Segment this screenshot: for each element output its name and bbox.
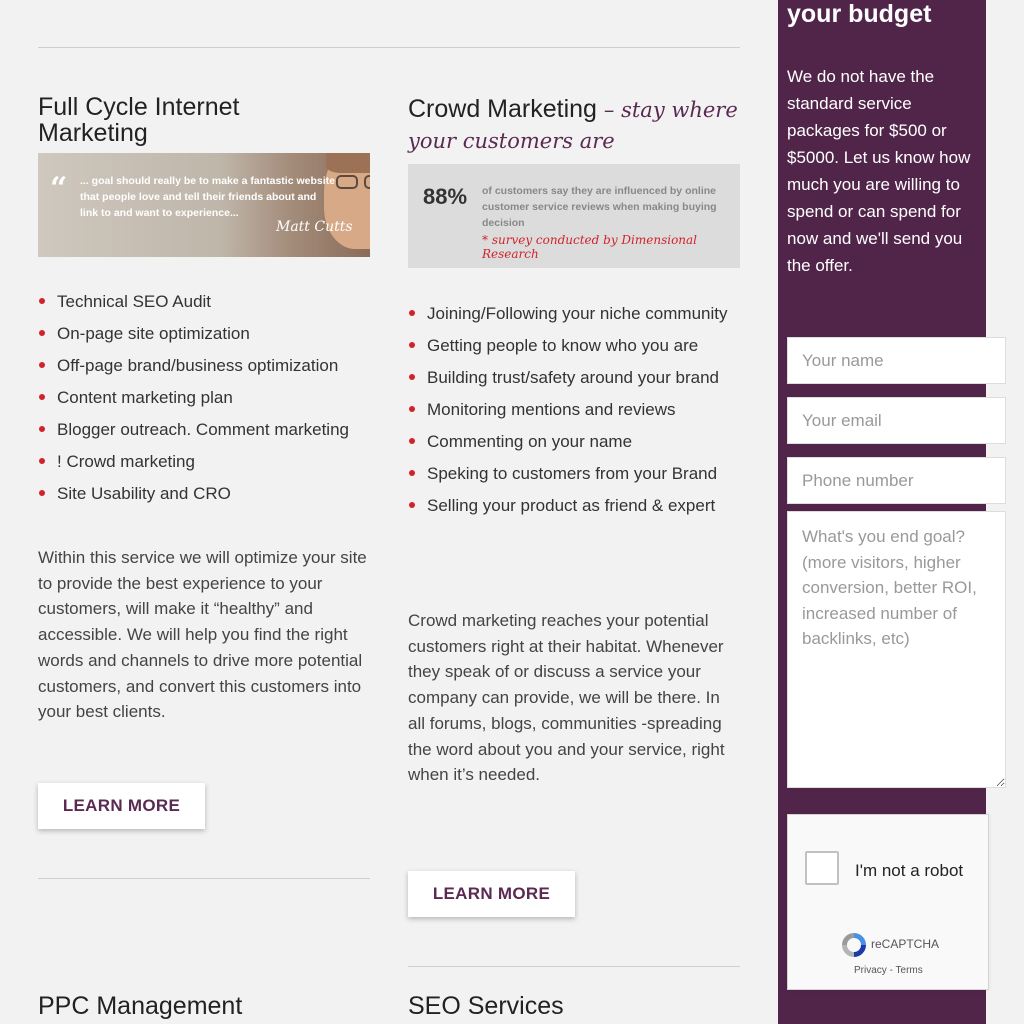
list-item: Content marketing plan: [38, 385, 373, 411]
quote-icon: “: [50, 171, 68, 206]
phone-input[interactable]: [787, 457, 1006, 504]
full-cycle-learn-more-button[interactable]: LEARN MORE: [38, 783, 205, 829]
quote-signature: Matt Cutts: [276, 219, 353, 235]
top-divider: [38, 47, 740, 48]
stat-text: of customers say they are influenced by online customer service reviews when making buying decision: [482, 185, 717, 229]
list-item: Commenting on your name: [408, 429, 748, 455]
recaptcha-checkbox[interactable]: [805, 851, 839, 885]
full-cycle-list: [38, 289, 373, 513]
sidebar-title: your budget: [787, 0, 932, 28]
crowd-tagline: – stay where your customers are: [408, 98, 738, 153]
recaptcha-brand: reCAPTCHA: [871, 937, 940, 951]
stat-note: * survey conducted by Dimensional Research: [482, 233, 698, 261]
list-item: Technical SEO Audit: [38, 289, 373, 315]
links-separator: -: [886, 965, 896, 976]
quote-text: ... goal should really be to make a fantastic website that people love and tell their friends about and link to and want to experience...: [80, 175, 335, 219]
crowd-learn-more-button[interactable]: LEARN MORE: [408, 871, 575, 917]
full-cycle-title: Full Cycle Internet Marketing: [38, 93, 240, 147]
list-item: Getting people to know who you are: [408, 333, 748, 359]
section-divider: [408, 966, 740, 967]
name-input[interactable]: [787, 337, 1006, 384]
list-item: Monitoring mentions and reviews: [408, 397, 748, 423]
recaptcha-icon: [839, 930, 869, 960]
list-item: Building trust/safety around your brand: [408, 365, 748, 391]
crowd-title-block: [408, 94, 748, 156]
list-item: Blogger outreach. Comment marketing: [38, 417, 373, 443]
stat-number: 88%: [423, 184, 468, 209]
list-item: Selling your product as friend & expert: [408, 493, 748, 519]
list-item: ! Crowd marketing: [38, 449, 373, 475]
email-input[interactable]: [787, 397, 1006, 444]
quote-banner: [38, 153, 370, 257]
section-divider: [38, 878, 370, 879]
full-cycle-description: Within this service we will optimize your site to provide the best experience to your customers, will make it “healthy” and accessible. We will help you find the right words and channels to drive more potential customers, and convert this customers into your best clients.: [38, 548, 367, 722]
seo-title: SEO Services: [408, 992, 564, 1020]
recaptcha-links: [854, 965, 923, 976]
crowd-title: Crowd Marketing: [408, 95, 597, 123]
list-item: On-page site optimization: [38, 321, 373, 347]
ppc-title: PPC Management: [38, 992, 243, 1020]
sidebar-text: We do not have the standard service packages for $500 or $5000. Let us know how much you are willing to spend or can spend for now and we'll send you the offer.: [787, 67, 971, 275]
recaptcha-widget: [787, 814, 989, 990]
crowd-list: [408, 301, 748, 525]
privacy-link[interactable]: Privacy: [854, 965, 887, 976]
list-item: Speking to customers from your Brand: [408, 461, 748, 487]
goal-textarea[interactable]: [787, 511, 1006, 788]
list-item: Off-page brand/business optimization: [38, 353, 373, 379]
stat-box: [408, 164, 740, 268]
crowd-description: Crowd marketing reaches your potential customers right at their habitat. Whenever they speak of or discuss a service your company can provide, we will be there. In all forums, blogs, communities -spreading the word about you and your service, right when it’s needed.: [408, 611, 725, 785]
list-item: Site Usability and CRO: [38, 481, 373, 507]
terms-link[interactable]: Terms: [895, 965, 923, 976]
list-item: Joining/Following your niche community: [408, 301, 748, 327]
recaptcha-label: I'm not a robot: [855, 861, 964, 880]
